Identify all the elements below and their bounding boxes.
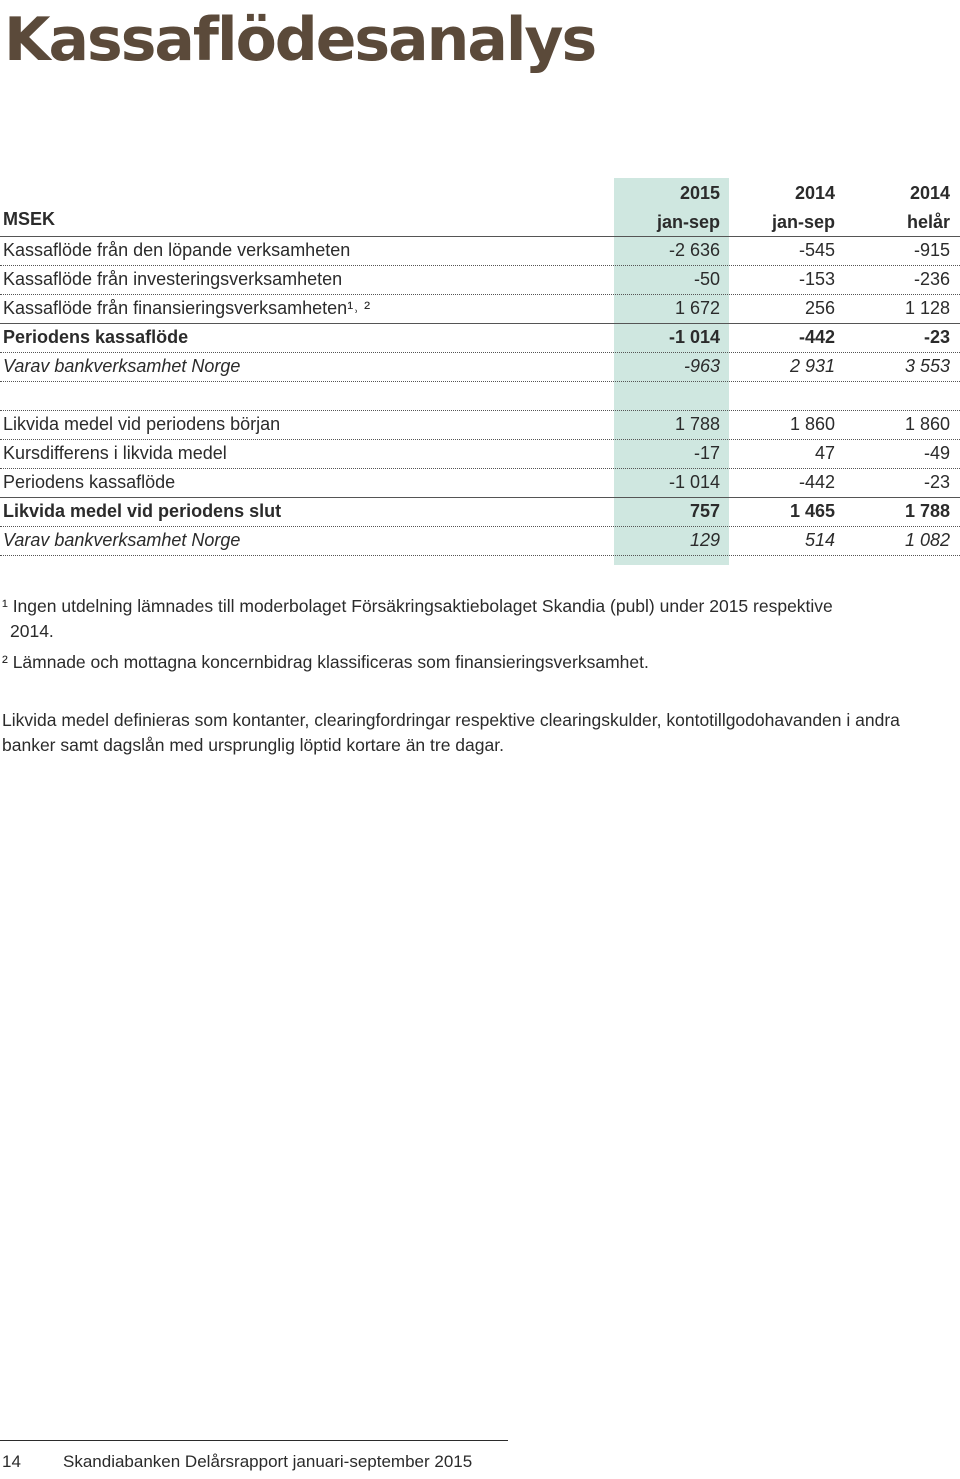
- table-row: [0, 527, 960, 556]
- cell-value: 3 553: [904, 356, 950, 376]
- row-label: Varav bankverksamhet Norge: [3, 356, 241, 376]
- table-row: [0, 266, 960, 295]
- cell-value: -23: [923, 472, 950, 492]
- row-label: Kassaflöde från finansieringsverksamheten¹˒ ²: [3, 298, 371, 318]
- cell-value: -49: [923, 443, 950, 463]
- row-label: Kassaflöde från den löpande verksamheten: [3, 240, 351, 260]
- cell-value: -23: [923, 327, 950, 347]
- cell-value: -545: [798, 240, 835, 260]
- cell-value: 757: [689, 501, 720, 521]
- col-header-year: 2014: [794, 183, 835, 203]
- table-row: [0, 295, 960, 324]
- cell-value: 514: [804, 530, 835, 550]
- page-number: 14: [2, 1452, 21, 1471]
- cell-value: -915: [913, 240, 950, 260]
- page-title: Kassaflödesanalys: [4, 5, 596, 75]
- table-row: [0, 353, 960, 382]
- table-row: [0, 324, 960, 353]
- cell-value: 256: [804, 298, 835, 318]
- col-header-year: 2014: [909, 183, 950, 203]
- col-header-year: 2015: [679, 183, 720, 203]
- table-header: [0, 178, 960, 237]
- table-row: [0, 411, 960, 440]
- col-header-period: helår: [906, 212, 950, 232]
- cell-value: 1 788: [904, 501, 950, 521]
- cell-value: -963: [683, 356, 720, 376]
- footer-divider: [0, 1440, 508, 1441]
- cell-value: -1 014: [668, 472, 720, 492]
- row-label: Kursdifferens i likvida medel: [3, 443, 227, 463]
- footer-report-title: Skandiabanken Delårsrapport januari-september 2015: [63, 1452, 473, 1471]
- row-label: Kassaflöde från investeringsverksamheten: [3, 269, 343, 289]
- definition-paragraph: Likvida medel definieras som kontanter, clearingfordringar respektive clearingskulder, kontotillgodohavanden i andra banker samt dagslån med ursprunglig löptid kortare än tre dagar.: [2, 710, 900, 755]
- cell-value: -2 636: [668, 240, 720, 260]
- row-label: Likvida medel vid periodens slut: [3, 501, 282, 521]
- footnotes: [2, 594, 942, 675]
- footnote-1-text: ¹ Ingen utdelning lämnades till moderbolaget Försäkringsaktiebolaget Skandia (publ) under 2015 respektive: [2, 596, 833, 616]
- row-label: Varav bankverksamhet Norge: [3, 530, 241, 550]
- cell-value: 47: [814, 443, 835, 463]
- cell-value: -1 014: [668, 327, 720, 347]
- cell-value: -442: [798, 327, 835, 347]
- cell-value: 1 128: [904, 298, 950, 318]
- col-header-period: jan-sep: [656, 212, 720, 232]
- cell-value: 129: [689, 530, 720, 550]
- cash-flow-table: [0, 178, 960, 556]
- footnote-1-continuation: 2014.: [10, 621, 54, 641]
- table-row: [0, 498, 960, 527]
- cell-value: 1 860: [904, 414, 950, 434]
- cell-value: -50: [693, 269, 720, 289]
- cell-value: 1 465: [789, 501, 835, 521]
- row-label: Periodens kassaflöde: [3, 472, 176, 492]
- footnote-1: [2, 594, 942, 644]
- cell-value: -236: [913, 269, 950, 289]
- row-label: Likvida medel vid periodens början: [3, 414, 281, 434]
- unit-label: MSEK: [3, 209, 56, 229]
- footnote-2: ² Lämnade och mottagna koncernbidrag klassificeras som finansieringsverksamhet.: [2, 652, 649, 672]
- table-spacer: [0, 382, 960, 411]
- row-label: Periodens kassaflöde: [3, 327, 189, 347]
- cell-value: 1 672: [674, 298, 720, 318]
- table-row: [0, 440, 960, 469]
- cell-value: -153: [798, 269, 835, 289]
- cell-value: 2 931: [789, 356, 835, 376]
- col-header-period: jan-sep: [771, 212, 835, 232]
- cell-value: 1 788: [674, 414, 720, 434]
- table-row: [0, 237, 960, 266]
- table-row: [0, 469, 960, 498]
- cell-value: -442: [798, 472, 835, 492]
- cell-value: 1 860: [789, 414, 835, 434]
- cell-value: -17: [693, 443, 720, 463]
- cell-value: 1 082: [904, 530, 950, 550]
